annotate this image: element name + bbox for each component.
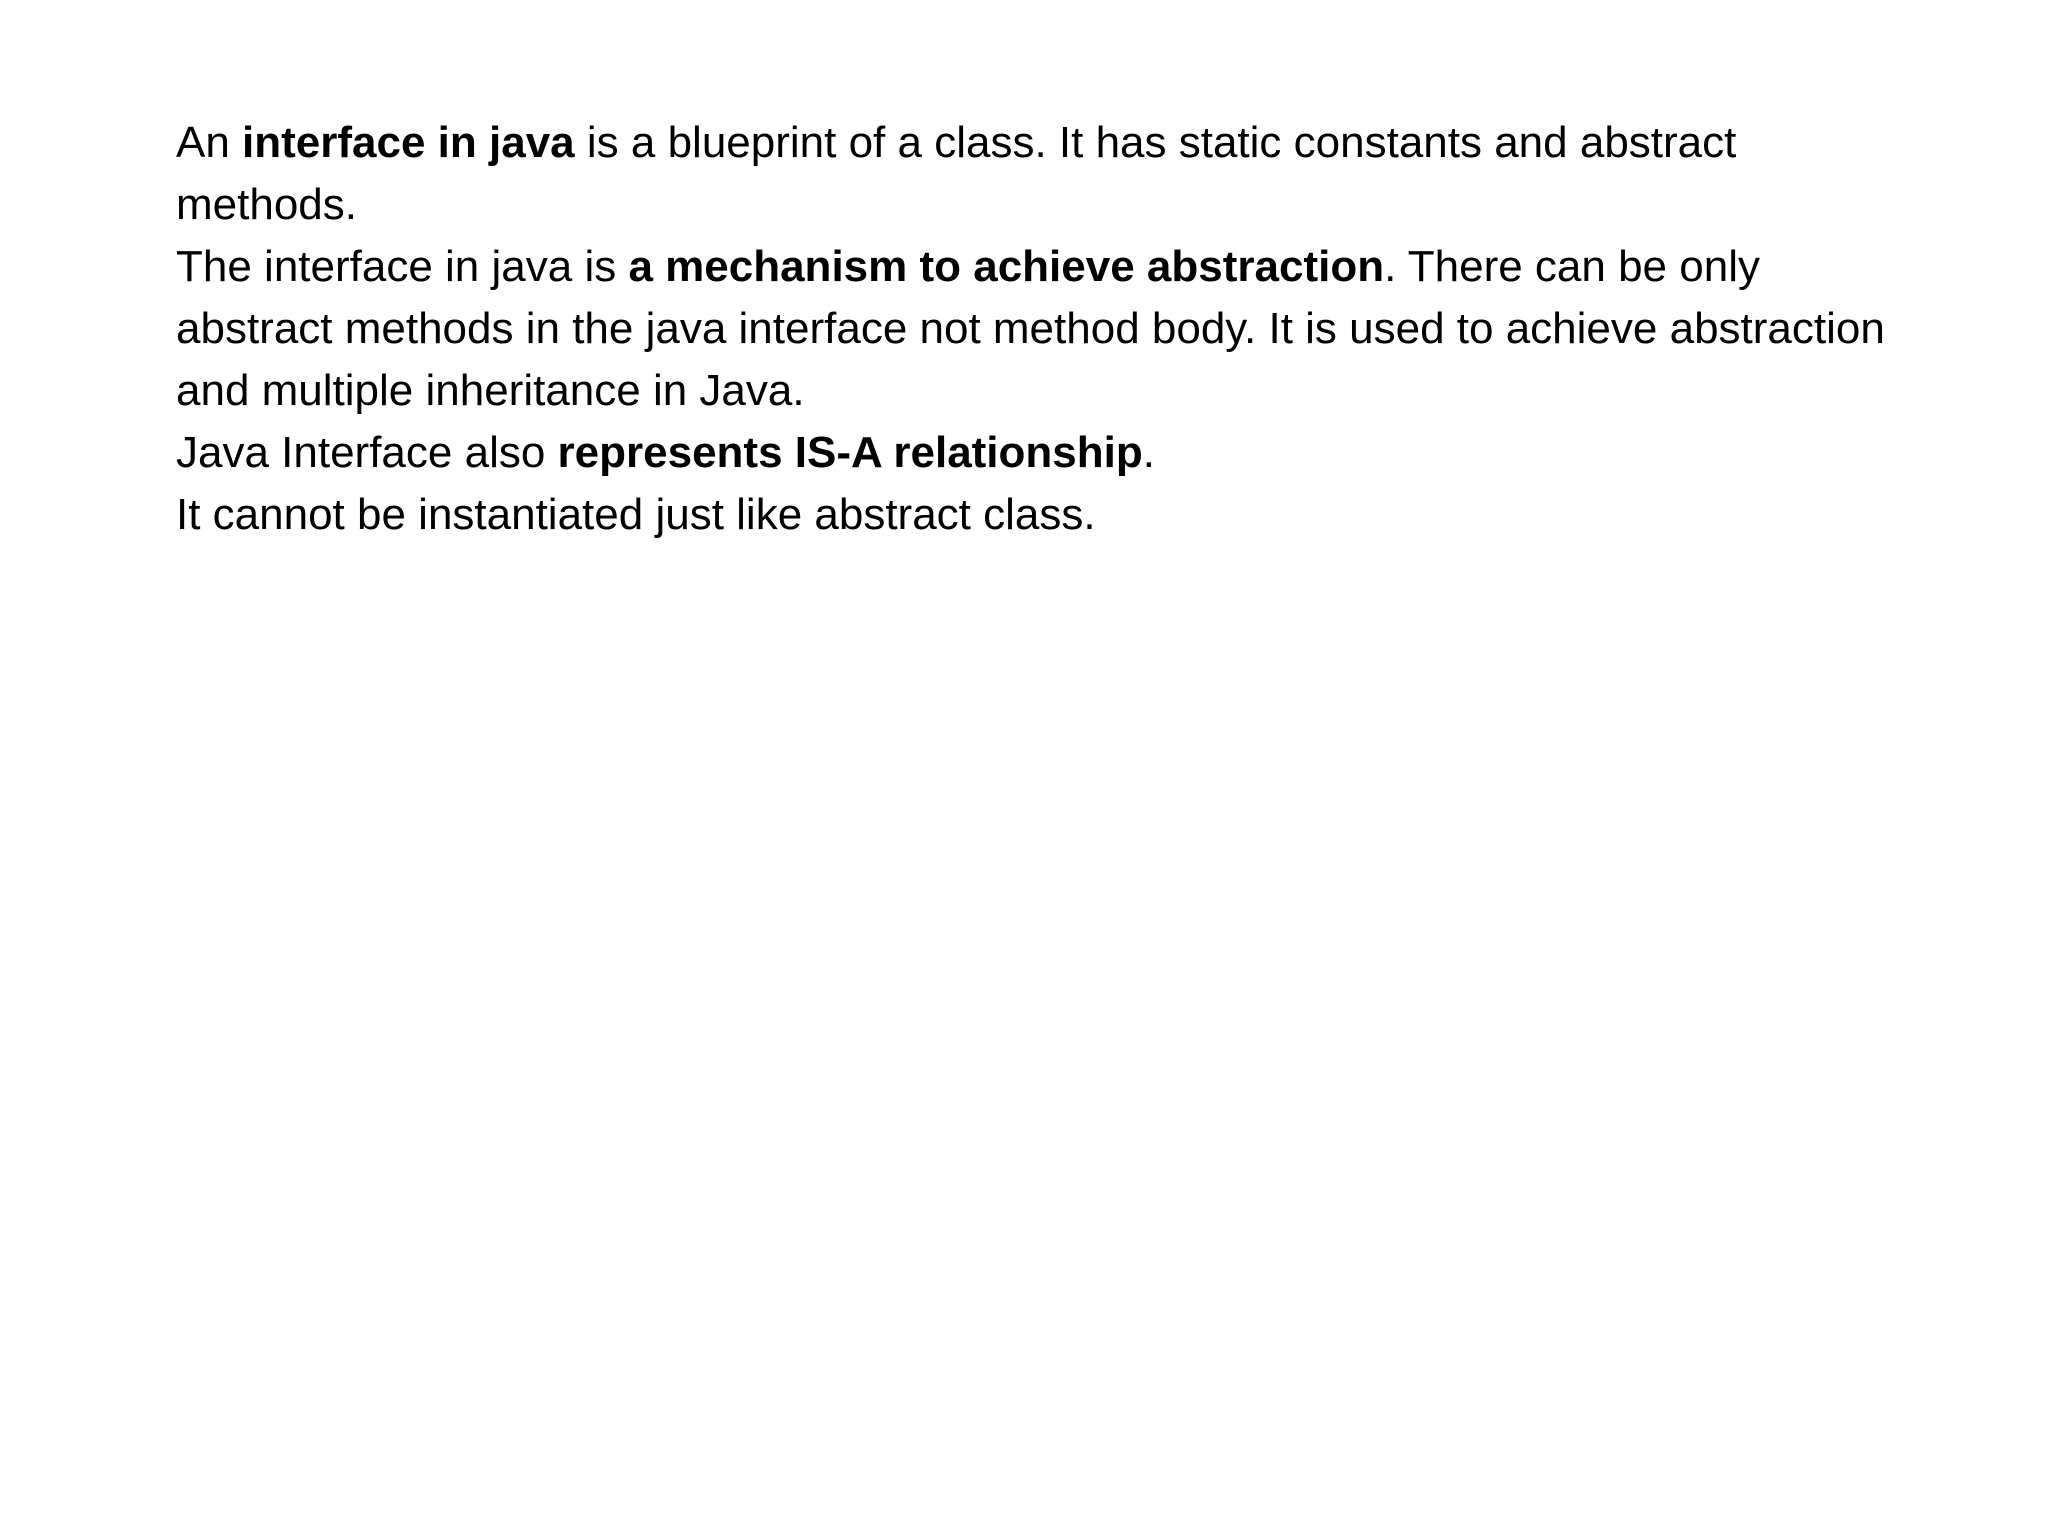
bold-text-segment: represents IS-A relationship [557,428,1143,477]
slide-text-block [176,112,1896,546]
text-segment: An [176,118,243,167]
text-segment: . [1142,428,1155,477]
text-segment: Java Interface also [176,428,558,477]
paragraph-is-a-relationship [176,422,1896,484]
paragraph-instantiation [176,484,1896,546]
text-segment: . There can be only abstract methods in the java interface not method body. It is used to achieve abstraction and multiple inheritance in Java. [176,242,1885,415]
text-segment: is a blueprint of a class. It has static constants and abstract methods. [176,118,1737,229]
paragraph-abstraction-mechanism [176,236,1896,422]
bold-text-segment: a mechanism to achieve abstraction [628,242,1385,291]
bold-text-segment: interface in java [242,118,575,167]
paragraph-interface-definition [176,112,1896,236]
text-segment: It cannot be instantiated just like abstract class. [176,490,1096,539]
text-segment: The interface in java is [176,242,629,291]
